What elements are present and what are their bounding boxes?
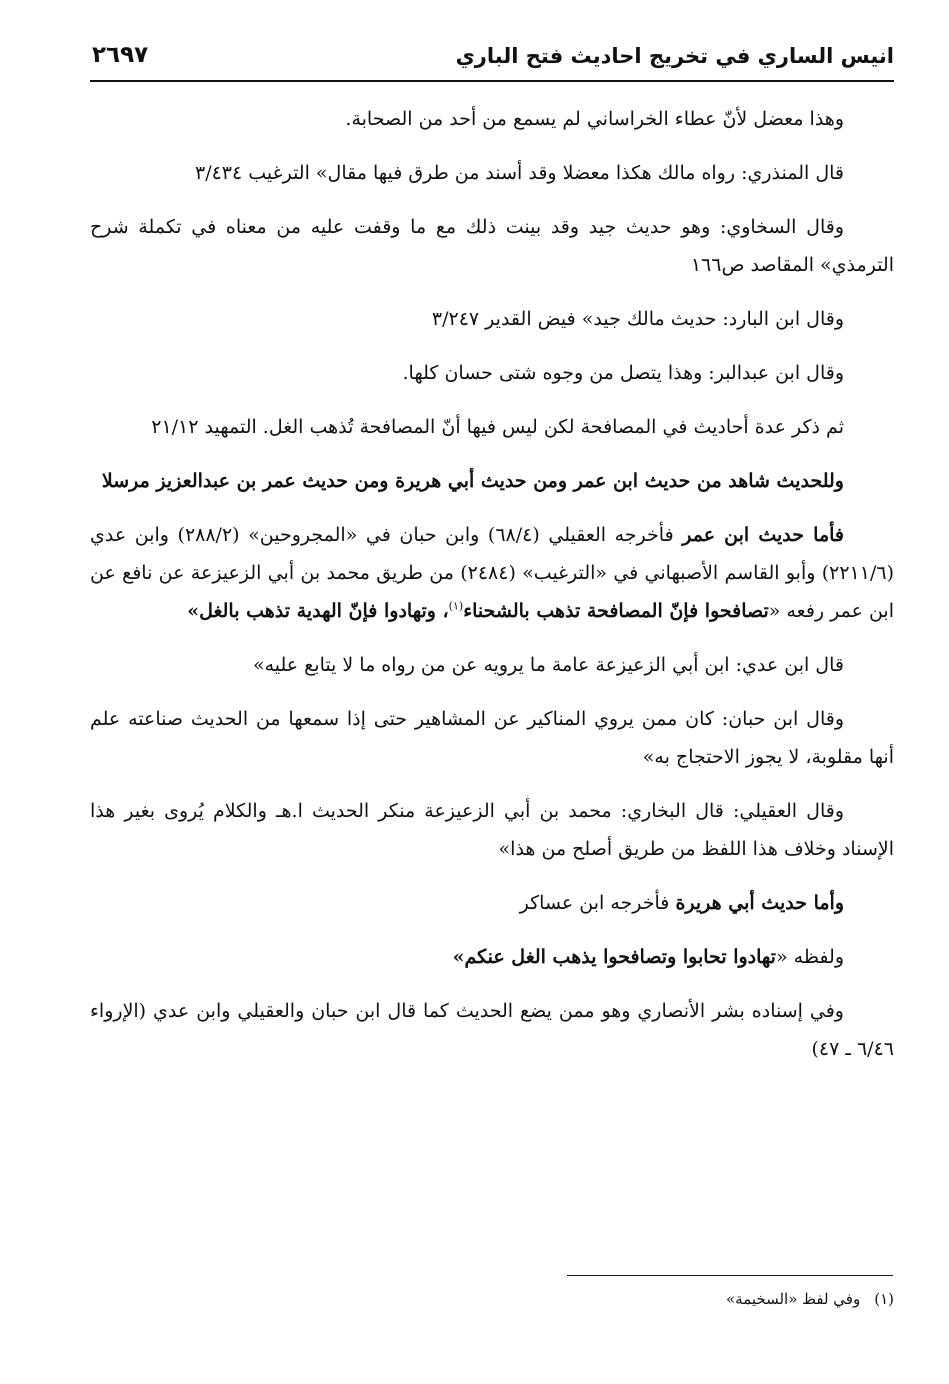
footnote-divider [567, 1275, 893, 1276]
paragraph-text: فأخرجه ابن عساكر [519, 892, 676, 914]
bold-lead: فأما حديث ابن عمر [682, 524, 844, 546]
bold-lead: وأما حديث أبي هريرة [675, 892, 844, 914]
footnote-mark: (١) [874, 1290, 894, 1308]
footnote-text: وفي لفظ «السخيمة» [725, 1290, 861, 1308]
paragraph: قال المنذري: رواه مالك هكذا معضلا وقد أسند من طرق فيها مقال» الترغيب ٣/٤٣٤ [194, 162, 844, 184]
hadith-quote: تهادوا تحابوا وتصافحوا يذهب الغل عنكم» [452, 946, 776, 968]
paragraph: وقال ابن عبدالبر: وهذا يتصل من وجوه شتى حسان كلها. [402, 362, 844, 384]
paragraph: وقال السخاوي: وهو حديث جيد وقد بينت ذلك مع ما وقفت عليه من معناه في تكملة شرح الترمذي» المقاصد ص١٦٦ [90, 216, 894, 276]
hadith-quote-tail: ، وتهادوا فإنّ الهدية تذهب بالغل» [187, 600, 449, 622]
paragraph: وهذا معضل لأنّ عطاء الخراساني لم يسمع من أحد من الصحابة. [345, 108, 844, 130]
paragraph: وقال العقيلي: قال البخاري: محمد بن أبي الزعيزعة منكر الحديث ا.هـ والكلام يُروى بغير هذا الإسناد وخلاف هذا اللفظ من طريق أصلح من هذا» [90, 800, 894, 860]
page-header [90, 36, 894, 82]
paragraph: قال ابن عدي: ابن أبي الزعيزعة عامة ما يرويه عن من رواه ما لا يتابع عليه» [252, 654, 844, 676]
paragraph-text: فأخرجه العقيلي (٦٨/٤) وابن حبان في «المجروحين» (٢٨٨/٢) وابن عدي (٢٢١١/٦) وأبو القاسم الأصبهاني في «الترغيب» (٢٤٨٤) من طريق محمد بن أبي الزعيزعة عن نافع عن ابن عمر رفعه « [90, 524, 894, 622]
paragraph-text: ولفظه « [775, 946, 844, 968]
section-heading: وللحديث شاهد من حديث ابن عمر ومن حديث أبي هريرة ومن حديث عمر بن عبدالعزيز مرسلا [101, 470, 844, 492]
paragraph [90, 938, 894, 976]
footnote [726, 1290, 894, 1308]
book-title: انيس الساري في تخريج احاديث فتح الباري [455, 44, 894, 68]
paragraph: وقال ابن حبان: كان ممن يروي المناكير عن المشاهير حتى إذا سمعها من الحديث صناعته علم أنها مقلوبة، لا يجوز الاحتجاج به» [90, 708, 894, 768]
paragraph: وقال ابن البارد: حديث مالك جيد» فيض القدير ٣/٢٤٧ [431, 308, 844, 330]
paragraph [90, 884, 894, 922]
paragraph: ثم ذكر عدة أحاديث في المصافحة لكن ليس فيها أنّ المصافحة تُذهب الغل. التمهيد ٢١/١٢ [151, 416, 844, 438]
paragraph [90, 516, 894, 630]
page-number: ٢٦٩٧ [92, 42, 149, 68]
hadith-quote: تصافحوا فإنّ المصافحة تذهب بالشحناء [463, 600, 769, 622]
footnote-reference[interactable]: (١) [448, 599, 464, 613]
paragraph: وفي إسناده بشر الأنصاري وهو ممن يضع الحديث كما قال ابن حبان والعقيلي وابن عدي (الإرواء ٦/٤٦ ـ ٤٧) [90, 1000, 894, 1060]
page-body [90, 100, 894, 1084]
